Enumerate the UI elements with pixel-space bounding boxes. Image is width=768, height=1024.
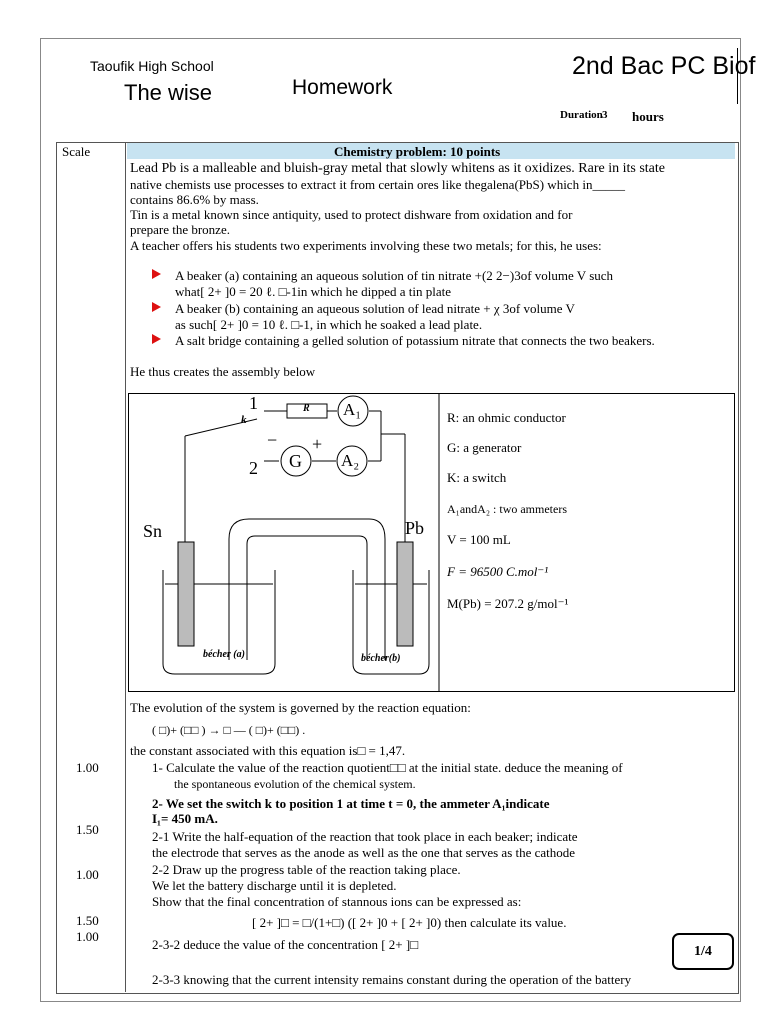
switch-pos-2: 2 xyxy=(249,458,258,478)
generator-minus: − xyxy=(267,430,278,450)
legend-item: F = 96500 C.mol⁻¹ xyxy=(447,564,549,579)
bullet-line: A beaker (b) containing an aqueous solution of lead nitrate + χ 3of volume V xyxy=(175,301,575,316)
switch-pos-1: 1 xyxy=(249,393,258,413)
constant-text: the constant associated with this equation is□ = 1,47. xyxy=(130,743,406,758)
intro-line: contains 86.6% by mass. xyxy=(130,192,259,207)
legend-item: M(Pb) = 207.2 g/mol⁻¹ xyxy=(447,596,569,611)
scale-value: 1.50 xyxy=(76,822,99,837)
question-line: 2-3-2 deduce the value of the concentration [ 2+ ]□ xyxy=(152,937,419,952)
question-line: 2-3-3 knowing that the current intensity remains constant during the operation of the battery xyxy=(152,972,632,987)
beaker-a-label: bécher (a) xyxy=(203,649,245,660)
assembly-text: He thus creates the assembly below xyxy=(130,364,316,379)
question-line: [ 2+ ]□ = □/(1+□) ([ 2+ ]0 + [ 2+ ]0) then calculate its value. xyxy=(252,915,567,930)
page-number: 1/4 xyxy=(672,933,734,970)
class-title: 2nd Bac PC Biof xyxy=(572,52,756,80)
question-line: We let the battery discharge until it is depleted. xyxy=(152,878,397,893)
legend-item: V = 100 mL xyxy=(447,532,511,547)
school-name: Taoufik High School xyxy=(90,58,214,74)
evolution-text: The evolution of the system is governed by the reaction equation: xyxy=(130,700,471,715)
duration-value: 3 xyxy=(602,109,608,121)
reaction-equation: ( □)+ (□□ ) → □ — ( □)+ (□□) . xyxy=(152,723,306,737)
question-line: the electrode that serves as the anode as well as the one that serves as the cathode xyxy=(152,845,576,860)
lead-electrode-label: Pb xyxy=(405,518,425,538)
legend-item: R: an ohmic conductor xyxy=(447,410,566,425)
resistor-label: R xyxy=(303,403,310,414)
bullet-line: what[ 2+ ]0 = 20 ℓ. □-1in which he dipped a tin plate xyxy=(175,284,452,299)
scale-value: 1.50 xyxy=(76,913,99,928)
scale-header: Scale xyxy=(62,144,91,159)
question-line: 2-2 Draw up the progress table of the reaction taking place. xyxy=(152,862,461,877)
scale-column xyxy=(56,142,126,992)
beaker-b-label: bécher(b) xyxy=(361,653,401,664)
intro-line: A teacher offers his students two experiments involving these two metals; for this, he uses: xyxy=(130,238,602,253)
intro-line: Tin is a metal known since antiquity, used to protect dishware from oxidation and for xyxy=(130,207,573,222)
bullet-line: as such[ 2+ ]0 = 10 ℓ. □-1, in which he soaked a lead plate. xyxy=(175,317,483,332)
scale-value: 1.00 xyxy=(76,929,99,944)
legend-item: K: a switch xyxy=(447,470,507,485)
school-subtitle: The wise xyxy=(124,80,213,105)
circuit-diagram xyxy=(128,393,735,692)
question-line: 2-1 Write the half-equation of the reaction that took place in each beaker; indicate xyxy=(152,829,578,844)
question-line: 2- We set the switch k to position 1 at time t = 0, the ammeter A₁indicate xyxy=(152,796,550,811)
scale-value: 1.00 xyxy=(76,760,99,775)
legend-item: A₁andA₂ : two ammeters xyxy=(447,502,568,516)
duration-label: Duration xyxy=(560,109,603,121)
question-line: 1- Calculate the value of the reaction quotient□□ at the initial state. deduce the meaning of xyxy=(152,760,623,775)
intro-line: prepare the bronze. xyxy=(130,222,230,237)
bullet-line: A beaker (a) containing an aqueous solution of tin nitrate +(2 2−)3of volume V such xyxy=(175,268,614,283)
bullet-line: A salt bridge containing a gelled solution of potassium nitrate that connects the two beakers. xyxy=(175,333,655,348)
intro-line: native chemists use processes to extract it from certain ores like thegalena(PbS) which in_____ xyxy=(130,177,625,192)
circuit-drawing xyxy=(129,394,734,691)
ammeter-a1-label: A₁ xyxy=(343,400,362,419)
generator-plus: + xyxy=(312,434,323,454)
question-line: I₁= 450 mA. xyxy=(152,811,218,826)
question-line: Show that the final concentration of stannous ions can be expressed as: xyxy=(152,894,522,909)
ammeter-a2-label: A₂ xyxy=(341,451,360,470)
intro-line: Lead Pb is a malleable and bluish-gray metal that slowly whitens as it oxidizes. Rare in its state xyxy=(130,161,665,176)
doc-type: Homework xyxy=(292,76,393,99)
arrow-bullet-icon xyxy=(152,269,161,279)
arrow-bullet-icon xyxy=(152,302,161,312)
arrow-bullet-icon xyxy=(152,334,161,344)
tin-electrode-label: Sn xyxy=(143,521,163,541)
generator-label: G xyxy=(289,451,302,471)
problem-title: Chemistry problem: 10 points xyxy=(334,144,501,159)
duration-unit: hours xyxy=(632,109,664,124)
legend-item: G: a generator xyxy=(447,440,522,455)
question-line: the spontaneous evolution of the chemical system. xyxy=(174,777,416,791)
scale-value: 1.00 xyxy=(76,867,99,882)
switch-label: k xyxy=(241,414,247,426)
